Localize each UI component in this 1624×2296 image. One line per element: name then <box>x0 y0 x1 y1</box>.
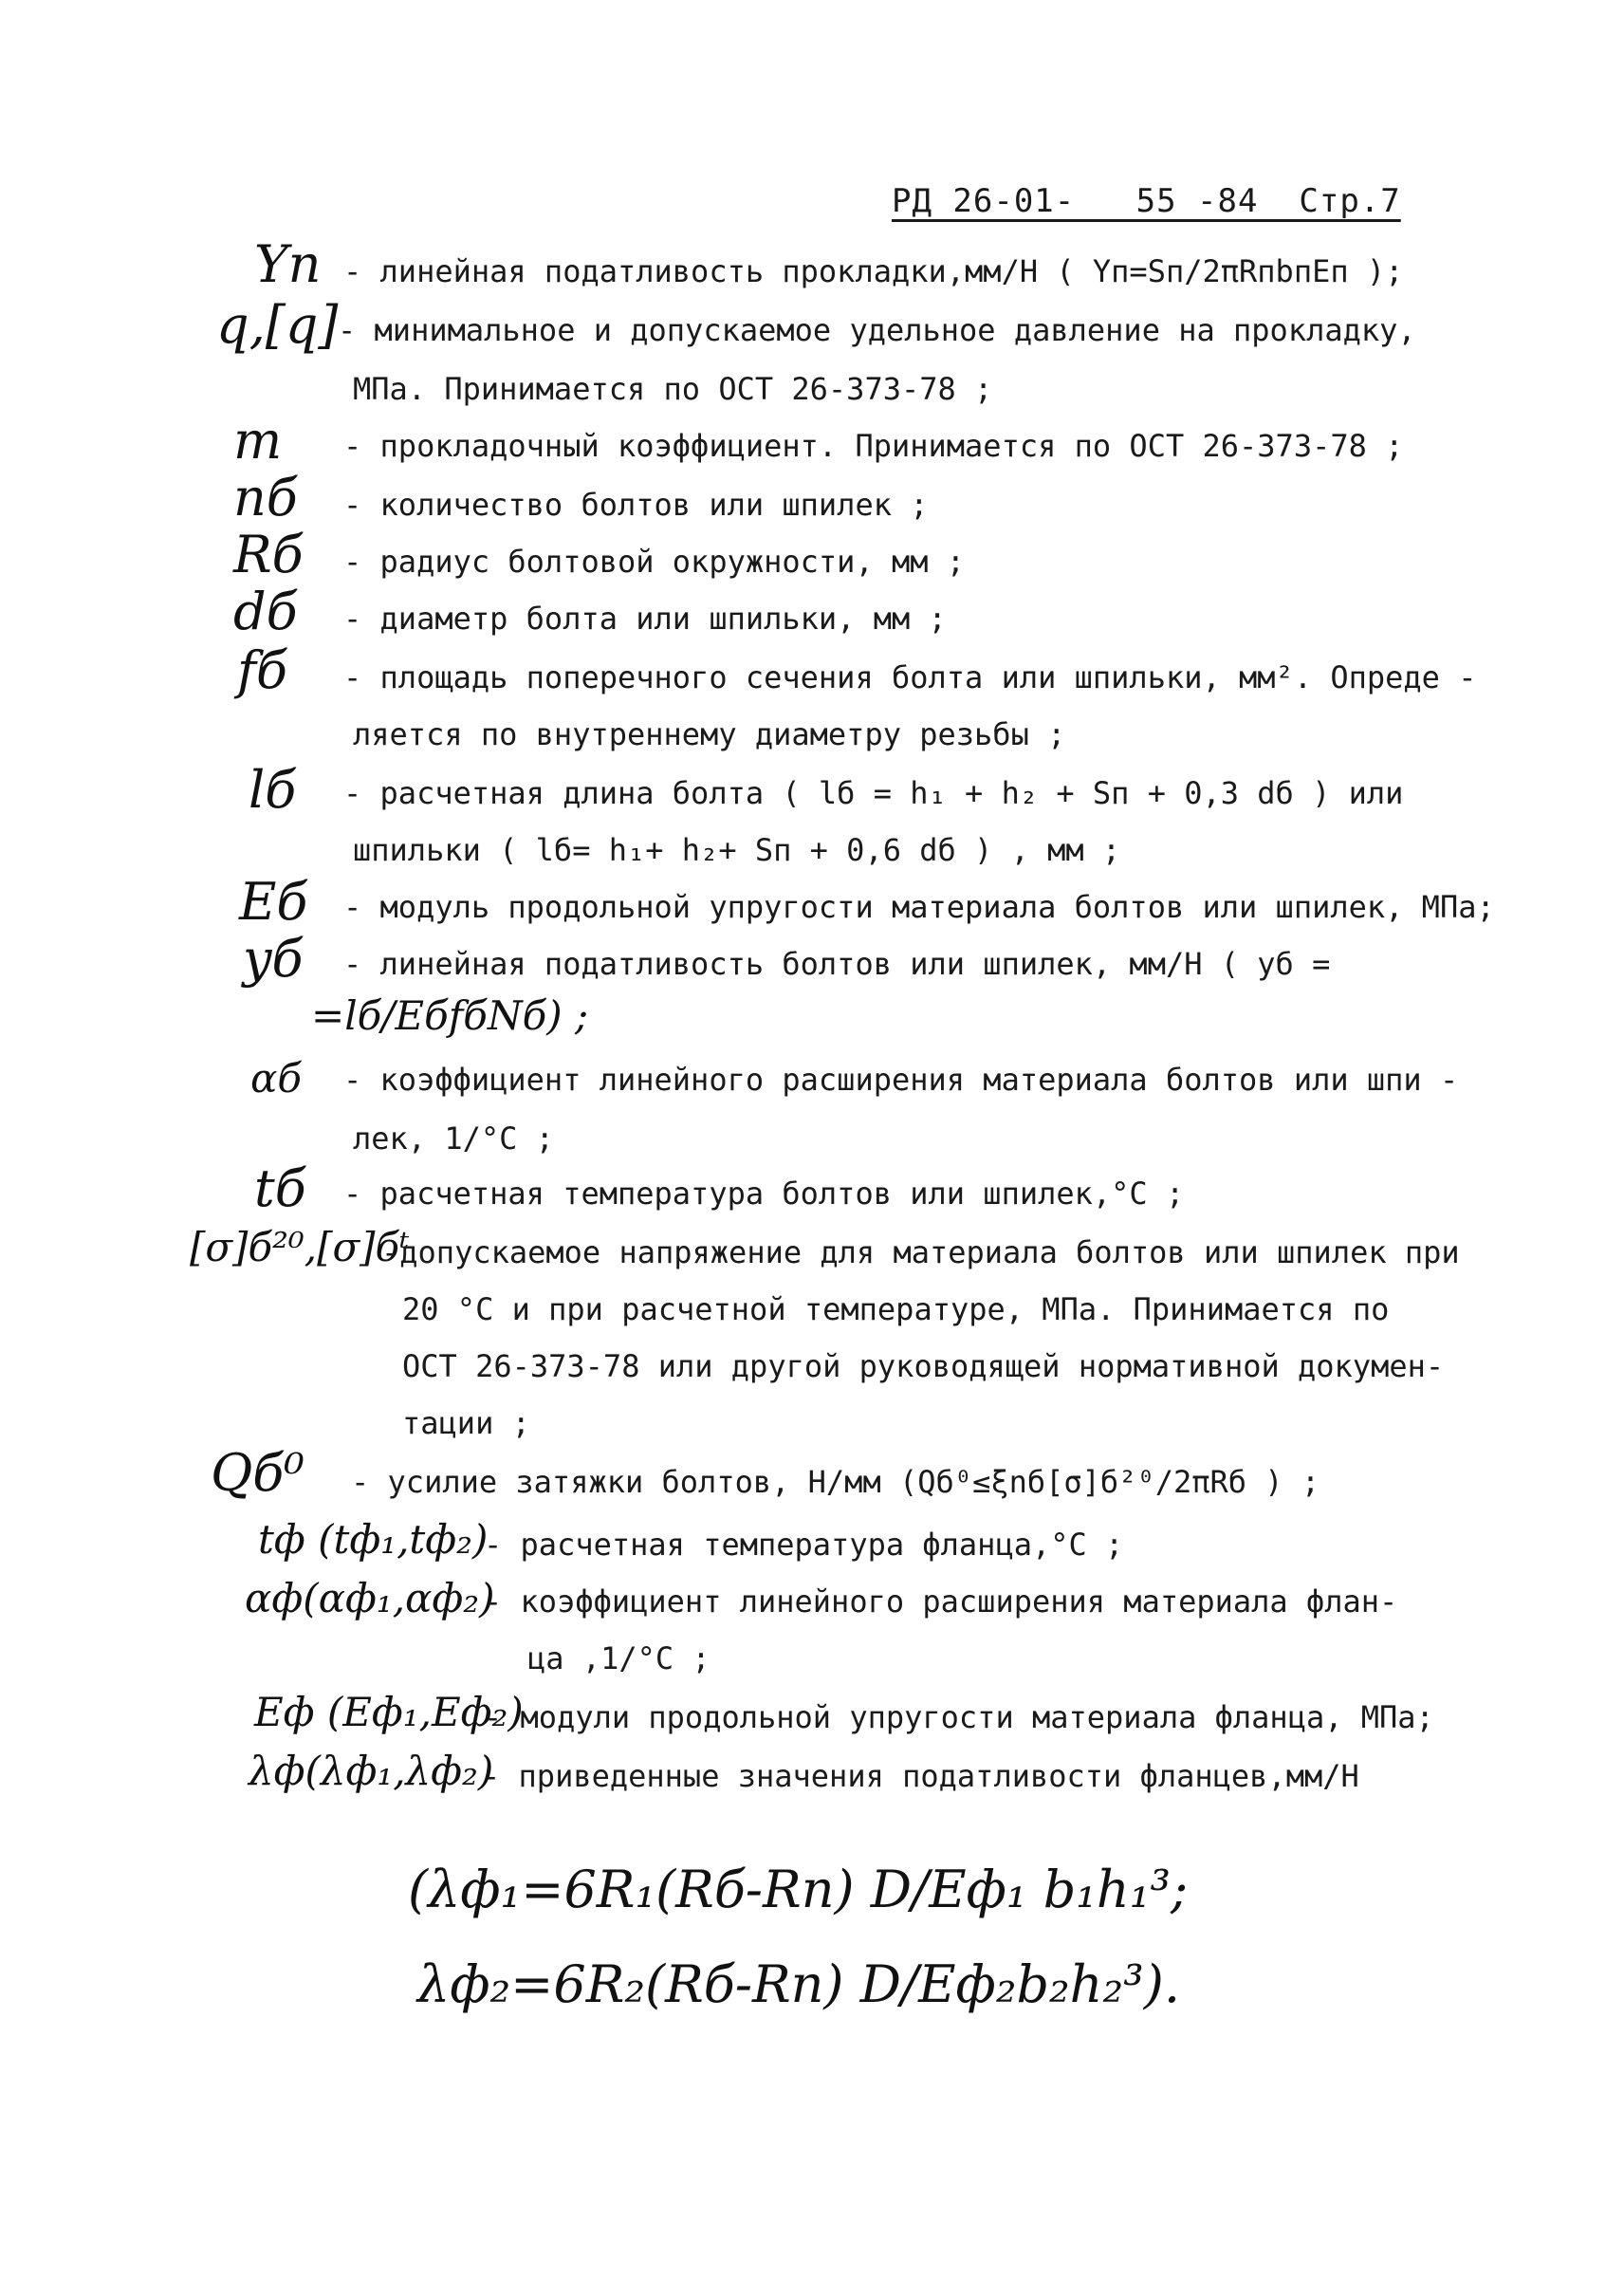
page-header: РД 26-01- 55 -84 Стр.7 <box>892 182 1401 220</box>
entry-eb-text: - модуль продольной упругости материала болтов или шпилек, МПа; <box>343 889 1495 925</box>
entry-lambda-f-text: - приведенные значения податливости фланцев,мм/Н <box>482 1758 1359 1794</box>
entry-sigma-cont2: ОСТ 26-373-78 или другой руководящей нормативной докумен- <box>402 1348 1445 1384</box>
symbol-fb: fб <box>237 640 287 700</box>
symbol-db: dб <box>233 582 298 641</box>
entry-alpha-b-cont: лек, 1/°С ; <box>353 1120 554 1157</box>
entry-q-cont: МПа. Принимается по ОСТ 26-373-78 ; <box>353 371 993 407</box>
entry-m-text: - прокладочный коэффициент. Принимается по ОСТ 26-373-78 ; <box>343 428 1404 464</box>
entry-sigma-text: -допускаемое напряжение для материала болтов или шпилек при <box>381 1234 1460 1270</box>
symbol-m: m <box>233 411 283 471</box>
entry-alpha-b-text: - коэффициент линейного расширения материала болтов или шпи - <box>343 1062 1459 1098</box>
symbol-yp: Yп <box>254 234 322 294</box>
entry-yb-cont: =lб/EбfбNб) ; <box>311 992 589 1039</box>
formula-lambda-f2: λф₂=6R₂(Rб-Rп) D/Eф₂b₂h₂³). <box>417 1954 1180 2014</box>
entry-nb-text: - количество болтов или шпилек ; <box>343 487 929 523</box>
symbol-q: q,[q] <box>216 295 339 355</box>
entry-db-text: - диаметр болта или шпильки, мм ; <box>343 601 947 637</box>
symbol-tb: tб <box>254 1158 306 1218</box>
entry-alpha-f-cont: ца ,1/°С ; <box>527 1640 710 1676</box>
entry-ef-text: - модули продольной упругости материала фланца, МПа; <box>484 1699 1434 1735</box>
symbol-ef: Eф (Eф₁,Eф₂) <box>254 1689 524 1735</box>
entry-fb-text: - площадь поперечного сечения болта или шпильки, мм². Опреде - <box>343 659 1477 695</box>
entry-q-text: - минимальное и допускаемое удельное давление на прокладку, <box>338 312 1416 348</box>
entry-rb-text: - радиус болтовой окружности, мм ; <box>343 544 966 580</box>
symbol-rb: Rб <box>233 525 304 584</box>
symbol-nb: nб <box>233 468 298 528</box>
entry-alpha-f-text: - коэффициент линейного расширения материала флан- <box>484 1583 1398 1620</box>
entry-lb-text: - расчетная длина болта ( lб = h₁ + h₂ + Sп + 0,3 dб ) или <box>343 775 1404 811</box>
entry-sigma-cont1: 20 °С и при расчетной температуре, МПа. Принимается по <box>402 1291 1390 1327</box>
entry-lb-cont: шпильки ( lб= h₁+ h₂+ Sп + 0,6 dб ) , мм ; <box>353 832 1121 868</box>
symbol-yb: yб <box>243 929 304 989</box>
entry-qb0-text: - усилие затяжки болтов, Н/мм (Qб⁰≤ξnб[σ]б²⁰/2πRб ) ; <box>351 1464 1320 1500</box>
symbol-lb: lб <box>249 760 297 820</box>
symbol-tf: tф (tф₁,tф₂) <box>258 1516 489 1563</box>
entry-tf-text: - расчетная температура фланца,°С ; <box>484 1527 1124 1563</box>
entry-yp-text: - линейная податливость прокладки,мм/Н ( Yп=Sп/2πRпbпEп ); <box>343 253 1404 289</box>
symbol-eb: Eб <box>239 872 308 932</box>
symbol-lambda-f: λф(λф₁,λф₂) <box>249 1748 494 1794</box>
symbol-qb0: Qб⁰ <box>211 1443 304 1503</box>
entry-fb-cont: ляется по внутреннему диаметру резьбы ; <box>353 716 1066 752</box>
entry-sigma-cont3: тации ; <box>402 1405 530 1441</box>
formula-lambda-f1: (λф₁=6R₁(Rб-Rп) D/Eф₁ b₁h₁³; <box>408 1860 1189 1919</box>
entry-tb-text: - расчетная температура болтов или шпилек,°С ; <box>343 1176 1185 1212</box>
symbol-alpha-b: αб <box>250 1055 302 1102</box>
symbol-sigma: [σ]б²⁰,[σ]бᵗ <box>190 1224 410 1270</box>
entry-yb-text: - линейная податливость болтов или шпилек, мм/Н ( yб = <box>343 946 1331 982</box>
symbol-alpha-f: αф(αф₁,αф₂) <box>245 1575 495 1621</box>
